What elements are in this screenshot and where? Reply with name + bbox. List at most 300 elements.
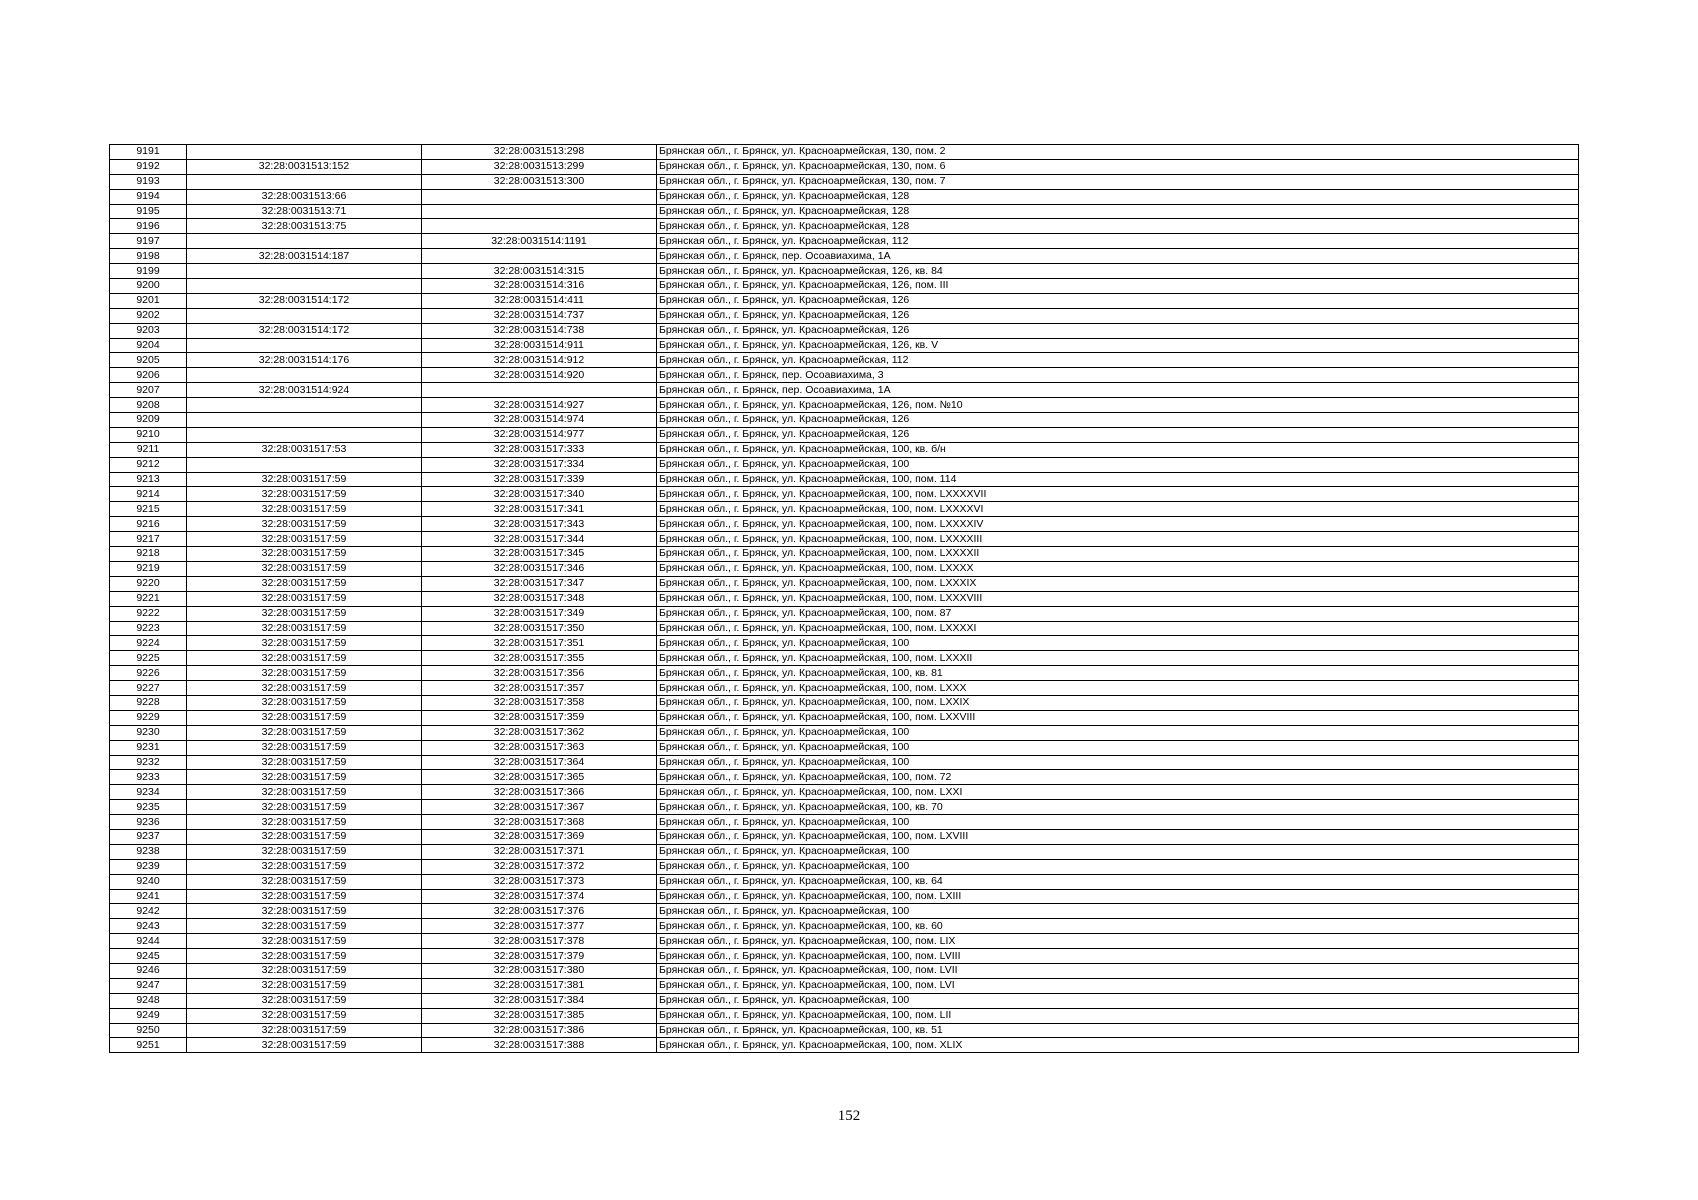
- row-number-cell: 9216: [110, 517, 187, 532]
- parcel-number-cell: [187, 338, 422, 353]
- address-cell: Брянская обл., г. Брянск, ул. Красноармейская, 100, пом. LII: [657, 1008, 1579, 1023]
- address-cell: Брянская обл., г. Брянск, ул. Красноармейская, 128: [657, 189, 1579, 204]
- parcel-number-cell: 32:28:0031517:59: [187, 949, 422, 964]
- table-row: [110, 398, 1579, 413]
- row-number-cell: 9198: [110, 249, 187, 264]
- cadastral-number-cell: 32:28:0031517:348: [422, 591, 657, 606]
- cadastral-number-cell: 32:28:0031517:357: [422, 681, 657, 696]
- table-row: [110, 815, 1579, 830]
- address-cell: Брянская обл., г. Брянск, ул. Красноармейская, 100: [657, 904, 1579, 919]
- address-cell: Брянская обл., г. Брянск, ул. Красноармейская, 100, пом. 72: [657, 770, 1579, 785]
- row-number-cell: 9228: [110, 695, 187, 710]
- row-number-cell: 9206: [110, 368, 187, 383]
- page-number: 152: [837, 1108, 861, 1124]
- address-cell: Брянская обл., г. Брянск, ул. Красноармейская, 100: [657, 725, 1579, 740]
- parcel-number-cell: 32:28:0031517:59: [187, 1008, 422, 1023]
- address-cell: Брянская обл., г. Брянск, ул. Красноармейская, 112: [657, 353, 1579, 368]
- cadastral-number-cell: 32:28:0031517:376: [422, 904, 657, 919]
- table-row: [110, 234, 1579, 249]
- address-cell: Брянская обл., г. Брянск, ул. Красноармейская, 100, пом. LVIII: [657, 949, 1579, 964]
- parcel-number-cell: 32:28:0031517:59: [187, 919, 422, 934]
- row-number-cell: 9204: [110, 338, 187, 353]
- cadastral-number-cell: 32:28:0031517:347: [422, 576, 657, 591]
- row-number-cell: 9234: [110, 785, 187, 800]
- table-row: [110, 353, 1579, 368]
- cadastral-number-cell: 32:28:0031517:385: [422, 1008, 657, 1023]
- row-number-cell: 9194: [110, 189, 187, 204]
- table-row: [110, 770, 1579, 785]
- parcel-number-cell: 32:28:0031517:59: [187, 517, 422, 532]
- cadastral-number-cell: 32:28:0031517:334: [422, 457, 657, 472]
- row-number-cell: 9237: [110, 829, 187, 844]
- table-row: [110, 442, 1579, 457]
- row-number-cell: 9224: [110, 636, 187, 651]
- parcel-number-cell: 32:28:0031513:75: [187, 219, 422, 234]
- table-row: [110, 487, 1579, 502]
- table-row: [110, 785, 1579, 800]
- table-row: [110, 934, 1579, 949]
- row-number-cell: 9247: [110, 978, 187, 993]
- parcel-number-cell: 32:28:0031517:59: [187, 651, 422, 666]
- address-cell: Брянская обл., г. Брянск, ул. Красноармейская, 126, пом. №10: [657, 398, 1579, 413]
- address-cell: Брянская обл., г. Брянск, ул. Красноармейская, 100, пом. LXIII: [657, 889, 1579, 904]
- table-row: [110, 368, 1579, 383]
- address-cell: Брянская обл., г. Брянск, ул. Красноармейская, 100, пом. LXXXXI: [657, 621, 1579, 636]
- parcel-number-cell: 32:28:0031517:59: [187, 710, 422, 725]
- cadastral-number-cell: 32:28:0031517:351: [422, 636, 657, 651]
- address-cell: Брянская обл., г. Брянск, ул. Красноармейская, 100: [657, 815, 1579, 830]
- cadastral-number-cell: 32:28:0031517:356: [422, 666, 657, 681]
- address-cell: Брянская обл., г. Брянск, пер. Осоавиахима, 1А: [657, 249, 1579, 264]
- cadastral-number-cell: 32:28:0031517:369: [422, 829, 657, 844]
- row-number-cell: 9218: [110, 547, 187, 562]
- address-cell: Брянская обл., г. Брянск, ул. Красноармейская, 100, пом. LXXXVIII: [657, 591, 1579, 606]
- parcel-number-cell: [187, 413, 422, 428]
- parcel-number-cell: 32:28:0031517:59: [187, 874, 422, 889]
- cadastral-number-cell: 32:28:0031517:350: [422, 621, 657, 636]
- table-row: [110, 591, 1579, 606]
- table-row: [110, 904, 1579, 919]
- parcel-number-cell: 32:28:0031517:59: [187, 1023, 422, 1038]
- table-row: [110, 219, 1579, 234]
- cadastral-number-cell: 32:28:0031513:298: [422, 145, 657, 160]
- cadastral-number-cell: 32:28:0031517:344: [422, 532, 657, 547]
- address-cell: Брянская обл., г. Брянск, ул. Красноармейская, 112: [657, 234, 1579, 249]
- cadastral-number-cell: 32:28:0031517:363: [422, 740, 657, 755]
- parcel-number-cell: [187, 457, 422, 472]
- row-number-cell: 9245: [110, 949, 187, 964]
- parcel-number-cell: 32:28:0031517:59: [187, 800, 422, 815]
- table-row: [110, 174, 1579, 189]
- table-row: [110, 145, 1579, 160]
- parcel-number-cell: 32:28:0031517:59: [187, 725, 422, 740]
- table-row: [110, 800, 1579, 815]
- row-number-cell: 9215: [110, 502, 187, 517]
- row-number-cell: 9214: [110, 487, 187, 502]
- cadastral-number-cell: [422, 383, 657, 398]
- table-row: [110, 949, 1579, 964]
- cadastral-number-cell: 32:28:0031514:316: [422, 279, 657, 294]
- parcel-number-cell: 32:28:0031517:59: [187, 591, 422, 606]
- cadastral-number-cell: 32:28:0031517:379: [422, 949, 657, 964]
- parcel-number-cell: 32:28:0031517:59: [187, 606, 422, 621]
- address-cell: Брянская обл., г. Брянск, ул. Красноармейская, 100, пом. LIX: [657, 934, 1579, 949]
- cadastral-number-cell: [422, 219, 657, 234]
- address-cell: Брянская обл., г. Брянск, ул. Красноармейская, 130, пом. 6: [657, 159, 1579, 174]
- row-number-cell: 9250: [110, 1023, 187, 1038]
- cadastral-number-cell: 32:28:0031517:358: [422, 695, 657, 710]
- cadastral-number-cell: 32:28:0031517:355: [422, 651, 657, 666]
- table-body: [110, 145, 1579, 1053]
- address-cell: Брянская обл., г. Брянск, пер. Осоавиахима, 3: [657, 368, 1579, 383]
- address-cell: Брянская обл., г. Брянск, ул. Красноармейская, 100, кв. 70: [657, 800, 1579, 815]
- row-number-cell: 9246: [110, 963, 187, 978]
- address-cell: Брянская обл., г. Брянск, ул. Красноармейская, 100, пом. 114: [657, 472, 1579, 487]
- row-number-cell: 9242: [110, 904, 187, 919]
- table-row: [110, 666, 1579, 681]
- parcel-number-cell: 32:28:0031517:59: [187, 963, 422, 978]
- table-row: [110, 1008, 1579, 1023]
- parcel-number-cell: 32:28:0031517:59: [187, 1038, 422, 1053]
- cadastral-number-cell: 32:28:0031517:371: [422, 844, 657, 859]
- address-cell: Брянская обл., г. Брянск, ул. Красноармейская, 100, пом. LXXX: [657, 681, 1579, 696]
- table-row: [110, 740, 1579, 755]
- parcel-number-cell: 32:28:0031517:59: [187, 502, 422, 517]
- address-cell: Брянская обл., г. Брянск, ул. Красноармейская, 100, пом. XLIX: [657, 1038, 1579, 1053]
- address-cell: Брянская обл., г. Брянск, ул. Красноармейская, 100, пом. LXXXXVII: [657, 487, 1579, 502]
- table-row: [110, 532, 1579, 547]
- cadastral-number-cell: 32:28:0031517:343: [422, 517, 657, 532]
- table-row: [110, 279, 1579, 294]
- parcel-number-cell: 32:28:0031514:187: [187, 249, 422, 264]
- parcel-number-cell: 32:28:0031517:59: [187, 978, 422, 993]
- table-row: [110, 606, 1579, 621]
- row-number-cell: 9207: [110, 383, 187, 398]
- row-number-cell: 9209: [110, 413, 187, 428]
- parcel-number-cell: [187, 234, 422, 249]
- table-row: [110, 383, 1579, 398]
- row-number-cell: 9249: [110, 1008, 187, 1023]
- table-row: [110, 993, 1579, 1008]
- parcel-number-cell: 32:28:0031517:59: [187, 472, 422, 487]
- address-cell: Брянская обл., г. Брянск, ул. Красноармейская, 100, пом. LXXI: [657, 785, 1579, 800]
- parcel-number-cell: 32:28:0031517:59: [187, 487, 422, 502]
- table-row: [110, 919, 1579, 934]
- cadastral-number-cell: 32:28:0031517:386: [422, 1023, 657, 1038]
- parcel-number-cell: [187, 279, 422, 294]
- parcel-number-cell: 32:28:0031513:71: [187, 204, 422, 219]
- row-number-cell: 9229: [110, 710, 187, 725]
- address-cell: Брянская обл., г. Брянск, пер. Осоавиахима, 1А: [657, 383, 1579, 398]
- row-number-cell: 9192: [110, 159, 187, 174]
- cadastral-number-cell: [422, 204, 657, 219]
- parcel-number-cell: [187, 308, 422, 323]
- address-cell: Брянская обл., г. Брянск, ул. Красноармейская, 128: [657, 219, 1579, 234]
- cadastral-table: [109, 144, 1579, 1053]
- parcel-number-cell: 32:28:0031513:66: [187, 189, 422, 204]
- parcel-number-cell: 32:28:0031514:172: [187, 323, 422, 338]
- parcel-number-cell: 32:28:0031517:59: [187, 740, 422, 755]
- cadastral-number-cell: 32:28:0031517:339: [422, 472, 657, 487]
- address-cell: Брянская обл., г. Брянск, ул. Красноармейская, 100, пом. 87: [657, 606, 1579, 621]
- table-row: [110, 621, 1579, 636]
- table-row: [110, 1023, 1579, 1038]
- address-cell: Брянская обл., г. Брянск, ул. Красноармейская, 100, пом. LXXXXIII: [657, 532, 1579, 547]
- cadastral-number-cell: 32:28:0031513:299: [422, 159, 657, 174]
- table-row: [110, 323, 1579, 338]
- parcel-number-cell: 32:28:0031514:172: [187, 293, 422, 308]
- row-number-cell: 9230: [110, 725, 187, 740]
- row-number-cell: 9244: [110, 934, 187, 949]
- table-row: [110, 308, 1579, 323]
- cadastral-number-cell: 32:28:0031514:911: [422, 338, 657, 353]
- table-row: [110, 413, 1579, 428]
- cadastral-number-cell: 32:28:0031517:367: [422, 800, 657, 815]
- table-row: [110, 844, 1579, 859]
- table-row: [110, 264, 1579, 279]
- cadastral-number-cell: 32:28:0031517:380: [422, 963, 657, 978]
- parcel-number-cell: 32:28:0031517:59: [187, 755, 422, 770]
- cadastral-number-cell: [422, 189, 657, 204]
- parcel-number-cell: 32:28:0031517:59: [187, 889, 422, 904]
- row-number-cell: 9202: [110, 308, 187, 323]
- address-cell: Брянская обл., г. Брянск, ул. Красноармейская, 126: [657, 427, 1579, 442]
- address-cell: Брянская обл., г. Брянск, ул. Красноармейская, 128: [657, 204, 1579, 219]
- cadastral-number-cell: 32:28:0031517:341: [422, 502, 657, 517]
- table-row: [110, 978, 1579, 993]
- address-cell: Брянская обл., г. Брянск, ул. Красноармейская, 100, пом. LXXXXIV: [657, 517, 1579, 532]
- address-cell: Брянская обл., г. Брянск, ул. Красноармейская, 100: [657, 636, 1579, 651]
- cadastral-number-cell: 32:28:0031514:977: [422, 427, 657, 442]
- cadastral-number-cell: 32:28:0031517:378: [422, 934, 657, 949]
- row-number-cell: 9212: [110, 457, 187, 472]
- parcel-number-cell: 32:28:0031517:59: [187, 532, 422, 547]
- parcel-number-cell: [187, 264, 422, 279]
- address-cell: Брянская обл., г. Брянск, ул. Красноармейская, 100, пом. LXXXIX: [657, 576, 1579, 591]
- table-row: [110, 472, 1579, 487]
- table-row: [110, 829, 1579, 844]
- table-row: [110, 695, 1579, 710]
- cadastral-number-cell: 32:28:0031517:349: [422, 606, 657, 621]
- cadastral-number-cell: 32:28:0031517:368: [422, 815, 657, 830]
- cadastral-number-cell: 32:28:0031517:374: [422, 889, 657, 904]
- cadastral-number-cell: 32:28:0031514:411: [422, 293, 657, 308]
- cadastral-number-cell: 32:28:0031514:927: [422, 398, 657, 413]
- row-number-cell: 9219: [110, 561, 187, 576]
- parcel-number-cell: [187, 174, 422, 189]
- parcel-number-cell: 32:28:0031517:53: [187, 442, 422, 457]
- address-cell: Брянская обл., г. Брянск, ул. Красноармейская, 100, пом. LXXXXVI: [657, 502, 1579, 517]
- table-row: [110, 561, 1579, 576]
- address-cell: Брянская обл., г. Брянск, ул. Красноармейская, 100, кв. 51: [657, 1023, 1579, 1038]
- address-cell: Брянская обл., г. Брянск, ул. Красноармейская, 100, пом. LXXXXII: [657, 547, 1579, 562]
- cadastral-number-cell: 32:28:0031514:920: [422, 368, 657, 383]
- row-number-cell: 9239: [110, 859, 187, 874]
- row-number-cell: 9197: [110, 234, 187, 249]
- row-number-cell: 9196: [110, 219, 187, 234]
- address-cell: Брянская обл., г. Брянск, ул. Красноармейская, 126, кв. 84: [657, 264, 1579, 279]
- parcel-number-cell: 32:28:0031517:59: [187, 576, 422, 591]
- table-row: [110, 681, 1579, 696]
- address-cell: Брянская обл., г. Брянск, ул. Красноармейская, 100: [657, 457, 1579, 472]
- table-row: [110, 159, 1579, 174]
- cadastral-number-cell: 32:28:0031517:359: [422, 710, 657, 725]
- cadastral-number-cell: 32:28:0031517:345: [422, 547, 657, 562]
- row-number-cell: 9217: [110, 532, 187, 547]
- row-number-cell: 9220: [110, 576, 187, 591]
- row-number-cell: 9199: [110, 264, 187, 279]
- row-number-cell: 9193: [110, 174, 187, 189]
- cadastral-number-cell: 32:28:0031517:346: [422, 561, 657, 576]
- cadastral-number-cell: 32:28:0031517:388: [422, 1038, 657, 1053]
- cadastral-number-cell: 32:28:0031517:333: [422, 442, 657, 457]
- row-number-cell: 9225: [110, 651, 187, 666]
- table-row: [110, 502, 1579, 517]
- address-cell: Брянская обл., г. Брянск, ул. Красноармейская, 100, пом. LXVIII: [657, 829, 1579, 844]
- parcel-number-cell: 32:28:0031517:59: [187, 636, 422, 651]
- cadastral-number-cell: 32:28:0031514:912: [422, 353, 657, 368]
- row-number-cell: 9227: [110, 681, 187, 696]
- cadastral-number-cell: 32:28:0031517:362: [422, 725, 657, 740]
- parcel-number-cell: 32:28:0031517:59: [187, 993, 422, 1008]
- address-cell: Брянская обл., г. Брянск, ул. Красноармейская, 100: [657, 844, 1579, 859]
- table-row: [110, 710, 1579, 725]
- table-row: [110, 859, 1579, 874]
- table-row: [110, 189, 1579, 204]
- parcel-number-cell: [187, 368, 422, 383]
- parcel-number-cell: 32:28:0031517:59: [187, 695, 422, 710]
- table-row: [110, 889, 1579, 904]
- cadastral-number-cell: 32:28:0031517:366: [422, 785, 657, 800]
- cadastral-number-cell: 32:28:0031517:365: [422, 770, 657, 785]
- table-row: [110, 576, 1579, 591]
- row-number-cell: 9251: [110, 1038, 187, 1053]
- cadastral-number-cell: 32:28:0031517:381: [422, 978, 657, 993]
- cadastral-number-cell: [422, 249, 657, 264]
- parcel-number-cell: 32:28:0031517:59: [187, 621, 422, 636]
- parcel-number-cell: 32:28:0031514:176: [187, 353, 422, 368]
- parcel-number-cell: 32:28:0031517:59: [187, 934, 422, 949]
- parcel-number-cell: [187, 398, 422, 413]
- parcel-number-cell: 32:28:0031517:59: [187, 785, 422, 800]
- address-cell: Брянская обл., г. Брянск, ул. Красноармейская, 126, кв. V: [657, 338, 1579, 353]
- row-number-cell: 9223: [110, 621, 187, 636]
- parcel-number-cell: 32:28:0031514:924: [187, 383, 422, 398]
- address-cell: Брянская обл., г. Брянск, ул. Красноармейская, 100: [657, 859, 1579, 874]
- address-cell: Брянская обл., г. Брянск, ул. Красноармейская, 126: [657, 308, 1579, 323]
- table-row: [110, 874, 1579, 889]
- row-number-cell: 9191: [110, 145, 187, 160]
- cadastral-number-cell: 32:28:0031514:315: [422, 264, 657, 279]
- parcel-number-cell: 32:28:0031517:59: [187, 859, 422, 874]
- table-row: [110, 427, 1579, 442]
- address-cell: Брянская обл., г. Брянск, ул. Красноармейская, 126: [657, 413, 1579, 428]
- parcel-number-cell: 32:28:0031517:59: [187, 815, 422, 830]
- parcel-number-cell: 32:28:0031517:59: [187, 681, 422, 696]
- parcel-number-cell: 32:28:0031513:152: [187, 159, 422, 174]
- parcel-number-cell: 32:28:0031517:59: [187, 561, 422, 576]
- row-number-cell: 9248: [110, 993, 187, 1008]
- table-row: [110, 457, 1579, 472]
- address-cell: Брянская обл., г. Брянск, ул. Красноармейская, 100: [657, 993, 1579, 1008]
- cadastral-number-cell: 32:28:0031514:737: [422, 308, 657, 323]
- address-cell: Брянская обл., г. Брянск, ул. Красноармейская, 126: [657, 293, 1579, 308]
- row-number-cell: 9222: [110, 606, 187, 621]
- row-number-cell: 9231: [110, 740, 187, 755]
- table-row: [110, 293, 1579, 308]
- cadastral-number-cell: 32:28:0031517:377: [422, 919, 657, 934]
- address-cell: Брянская обл., г. Брянск, ул. Красноармейская, 126, пом. III: [657, 279, 1579, 294]
- address-cell: Брянская обл., г. Брянск, ул. Красноармейская, 100, кв. 64: [657, 874, 1579, 889]
- cadastral-number-cell: 32:28:0031517:340: [422, 487, 657, 502]
- parcel-number-cell: 32:28:0031517:59: [187, 829, 422, 844]
- cadastral-number-cell: 32:28:0031517:372: [422, 859, 657, 874]
- table-row: [110, 249, 1579, 264]
- table-row: [110, 338, 1579, 353]
- parcel-number-cell: [187, 145, 422, 160]
- cadastral-number-cell: 32:28:0031514:1191: [422, 234, 657, 249]
- cadastral-number-cell: 32:28:0031513:300: [422, 174, 657, 189]
- row-number-cell: 9243: [110, 919, 187, 934]
- table-row: [110, 636, 1579, 651]
- cadastral-number-cell: 32:28:0031514:974: [422, 413, 657, 428]
- cadastral-number-cell: 32:28:0031514:738: [422, 323, 657, 338]
- address-cell: Брянская обл., г. Брянск, ул. Красноармейская, 100, пом. LXXXII: [657, 651, 1579, 666]
- row-number-cell: 9240: [110, 874, 187, 889]
- row-number-cell: 9233: [110, 770, 187, 785]
- row-number-cell: 9208: [110, 398, 187, 413]
- table-row: [110, 547, 1579, 562]
- table-row: [110, 963, 1579, 978]
- address-cell: Брянская обл., г. Брянск, ул. Красноармейская, 130, пом. 7: [657, 174, 1579, 189]
- address-cell: Брянская обл., г. Брянск, ул. Красноармейская, 130, пом. 2: [657, 145, 1579, 160]
- cadastral-number-cell: 32:28:0031517:384: [422, 993, 657, 1008]
- address-cell: Брянская обл., г. Брянск, ул. Красноармейская, 100, пом. LXXIX: [657, 695, 1579, 710]
- parcel-number-cell: 32:28:0031517:59: [187, 904, 422, 919]
- row-number-cell: 9201: [110, 293, 187, 308]
- row-number-cell: 9235: [110, 800, 187, 815]
- table-row: [110, 755, 1579, 770]
- table-row: [110, 651, 1579, 666]
- row-number-cell: 9232: [110, 755, 187, 770]
- parcel-number-cell: 32:28:0031517:59: [187, 844, 422, 859]
- table-row: [110, 204, 1579, 219]
- row-number-cell: 9226: [110, 666, 187, 681]
- row-number-cell: 9236: [110, 815, 187, 830]
- address-cell: Брянская обл., г. Брянск, ул. Красноармейская, 100, пом. LVI: [657, 978, 1579, 993]
- table-row: [110, 1038, 1579, 1053]
- parcel-number-cell: 32:28:0031517:59: [187, 547, 422, 562]
- row-number-cell: 9211: [110, 442, 187, 457]
- address-cell: Брянская обл., г. Брянск, ул. Красноармейская, 100, пом. LXXVIII: [657, 710, 1579, 725]
- table-row: [110, 517, 1579, 532]
- row-number-cell: 9203: [110, 323, 187, 338]
- address-cell: Брянская обл., г. Брянск, ул. Красноармейская, 100, кв. 81: [657, 666, 1579, 681]
- address-cell: Брянская обл., г. Брянск, ул. Красноармейская, 100, кв. б/н: [657, 442, 1579, 457]
- row-number-cell: 9241: [110, 889, 187, 904]
- row-number-cell: 9195: [110, 204, 187, 219]
- parcel-number-cell: [187, 427, 422, 442]
- address-cell: Брянская обл., г. Брянск, ул. Красноармейская, 100, пом. LVII: [657, 963, 1579, 978]
- cadastral-number-cell: 32:28:0031517:364: [422, 755, 657, 770]
- row-number-cell: 9205: [110, 353, 187, 368]
- row-number-cell: 9213: [110, 472, 187, 487]
- parcel-number-cell: 32:28:0031517:59: [187, 666, 422, 681]
- row-number-cell: 9210: [110, 427, 187, 442]
- row-number-cell: 9200: [110, 279, 187, 294]
- address-cell: Брянская обл., г. Брянск, ул. Красноармейская, 126: [657, 323, 1579, 338]
- address-cell: Брянская обл., г. Брянск, ул. Красноармейская, 100, кв. 60: [657, 919, 1579, 934]
